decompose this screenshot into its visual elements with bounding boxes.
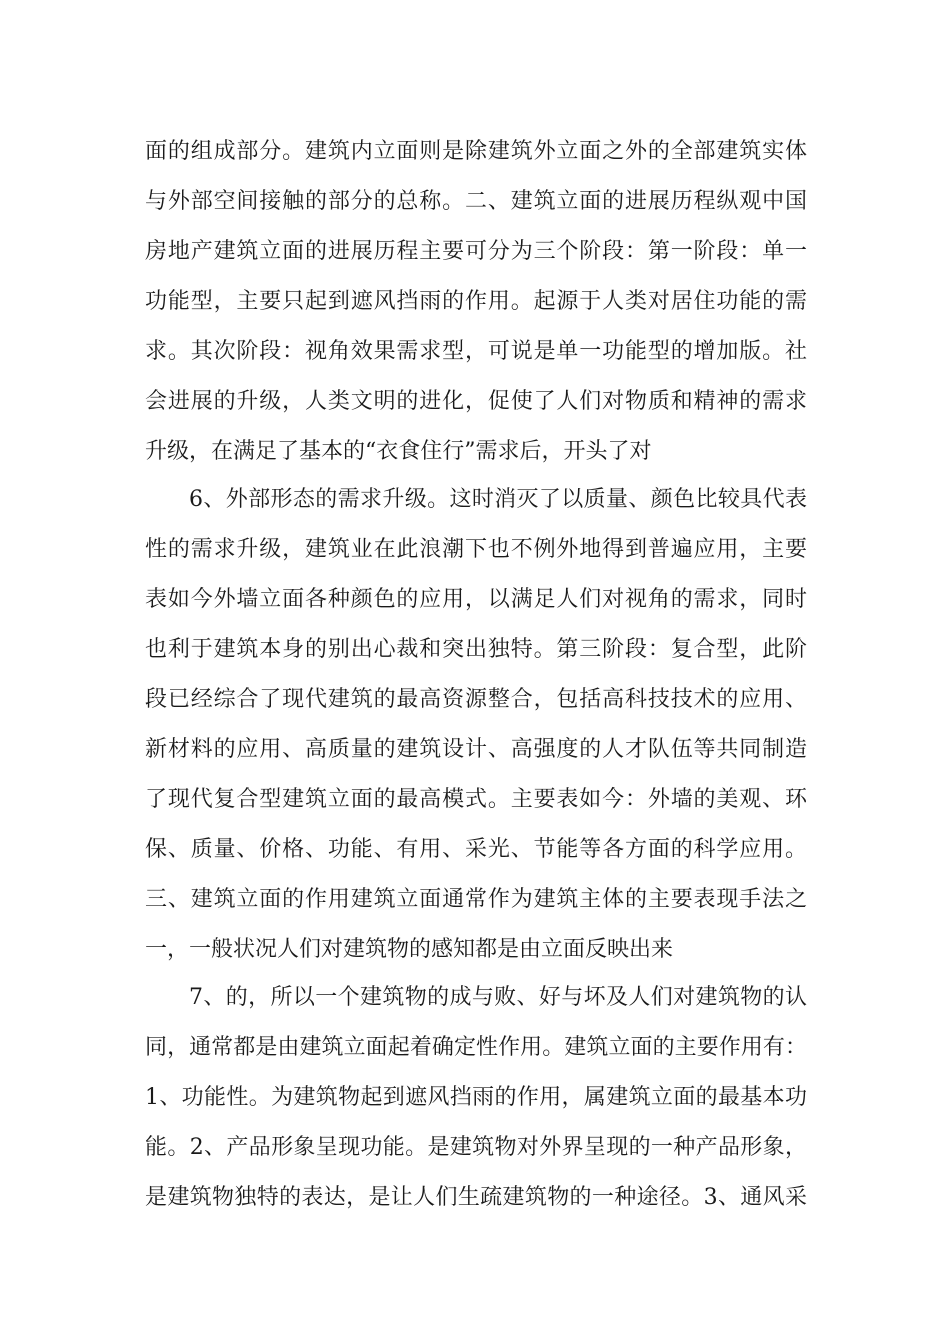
- text-line: 同，通常都是由建筑立面起着确定性作用。建筑立面的主要作用有：: [145, 1035, 807, 1060]
- paragraph-2: [145, 475, 807, 975]
- text-line: 面的组成部分。建筑内立面则是除建筑外立面之外的全部建筑实体: [145, 139, 807, 164]
- paragraph-1: [145, 127, 807, 477]
- text-line: 性的需求升级，建筑业在此浪潮下也不例外地得到普遍应用，主要: [145, 537, 807, 562]
- text-line: 新材料的应用、高质量的建筑设计、高强度的人才队伍等共同制造: [145, 737, 807, 762]
- text-line: 会进展的升级，人类文明的进化，促使了人们对物质和精神的需求: [145, 389, 807, 414]
- text-line: 升级，在满足了基本的“衣食住行”需求后，开头了对: [145, 439, 652, 464]
- text-line: 表如今外墙立面各种颜色的应用，以满足人们对视角的需求，同时: [145, 587, 807, 612]
- text-line: 段已经综合了现代建筑的最高资源整合，包括高科技技术的应用、: [145, 687, 807, 712]
- text-line: 保、质量、价格、功能、有用、采光、节能等各方面的科学应用。: [145, 837, 807, 862]
- text-line: 房地产建筑立面的进展历程主要可分为三个阶段：第一阶段：单一: [145, 239, 807, 264]
- paragraph-3: [145, 973, 807, 1223]
- text-line: 7、的，所以一个建筑物的成与败、好与坏及人们对建筑物的认: [189, 985, 807, 1010]
- text-line: 一，一般状况人们对建筑物的感知都是由立面反映出来: [145, 937, 674, 962]
- text-line: 6、外部形态的需求升级。这时消灭了以质量、颜色比较具代表: [189, 487, 807, 512]
- text-line: 能。2、产品形象呈现功能。是建筑物对外界呈现的一种产品形象，: [145, 1135, 807, 1160]
- text-line: 也利于建筑本身的别出心裁和突出独特。第三阶段：复合型，此阶: [145, 637, 807, 662]
- text-line: 1、功能性。为建筑物起到遮风挡雨的作用，属建筑立面的最基本功: [145, 1085, 807, 1110]
- text-line: 是建筑物独特的表达，是让人们生疏建筑物的一种途径。3、通风采: [145, 1185, 807, 1210]
- text-line: 求。其次阶段：视角效果需求型，可说是单一功能型的增加版。社: [145, 339, 807, 364]
- text-line: 与外部空间接触的部分的总称。二、建筑立面的进展历程纵观中国: [145, 189, 807, 214]
- text-line: 三、建筑立面的作用建筑立面通常作为建筑主体的主要表现手法之: [145, 887, 807, 912]
- text-line: 了现代复合型建筑立面的最高模式。主要表如今：外墙的美观、环: [145, 787, 807, 812]
- text-line: 功能型，主要只起到遮风挡雨的作用。起源于人类对居住功能的需: [145, 289, 807, 314]
